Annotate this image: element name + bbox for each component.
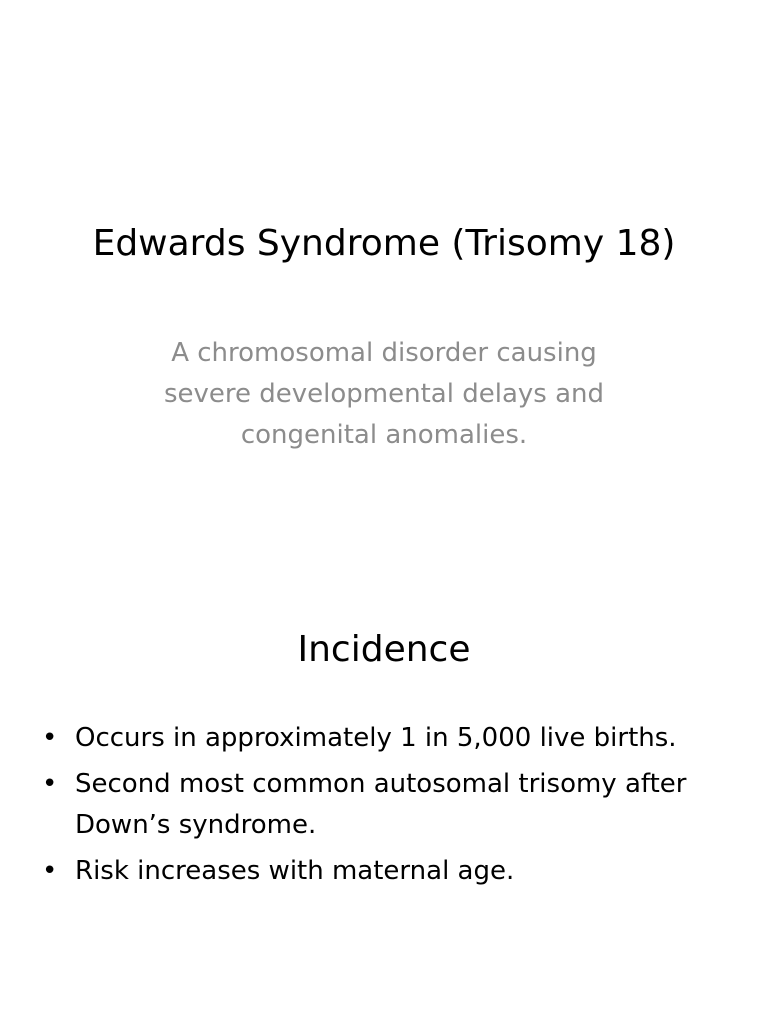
- incidence-bullet-list: [42, 718, 742, 897]
- bullet-item: [42, 718, 742, 759]
- bullet-dot-icon: •: [42, 723, 58, 753]
- bullet-dot-icon: •: [42, 856, 58, 886]
- bullet-text: Occurs in approximately 1 in 5,000 live births.: [75, 723, 677, 753]
- bullet-text: Second most common autosomal trisomy after Down’s syndrome.: [75, 769, 687, 840]
- bullet-dot-icon: •: [42, 769, 58, 799]
- bullet-text: Risk increases with maternal age.: [75, 856, 515, 886]
- slide-title: Edwards Syndrome (Trisomy 18): [92, 223, 676, 264]
- section-heading-incidence: Incidence: [297, 629, 471, 670]
- slide-subtitle: A chromosomal disorder causing severe developmental delays and congenital anomalies.: [163, 338, 604, 450]
- bullet-item: [42, 764, 742, 846]
- bullet-item: [42, 851, 742, 892]
